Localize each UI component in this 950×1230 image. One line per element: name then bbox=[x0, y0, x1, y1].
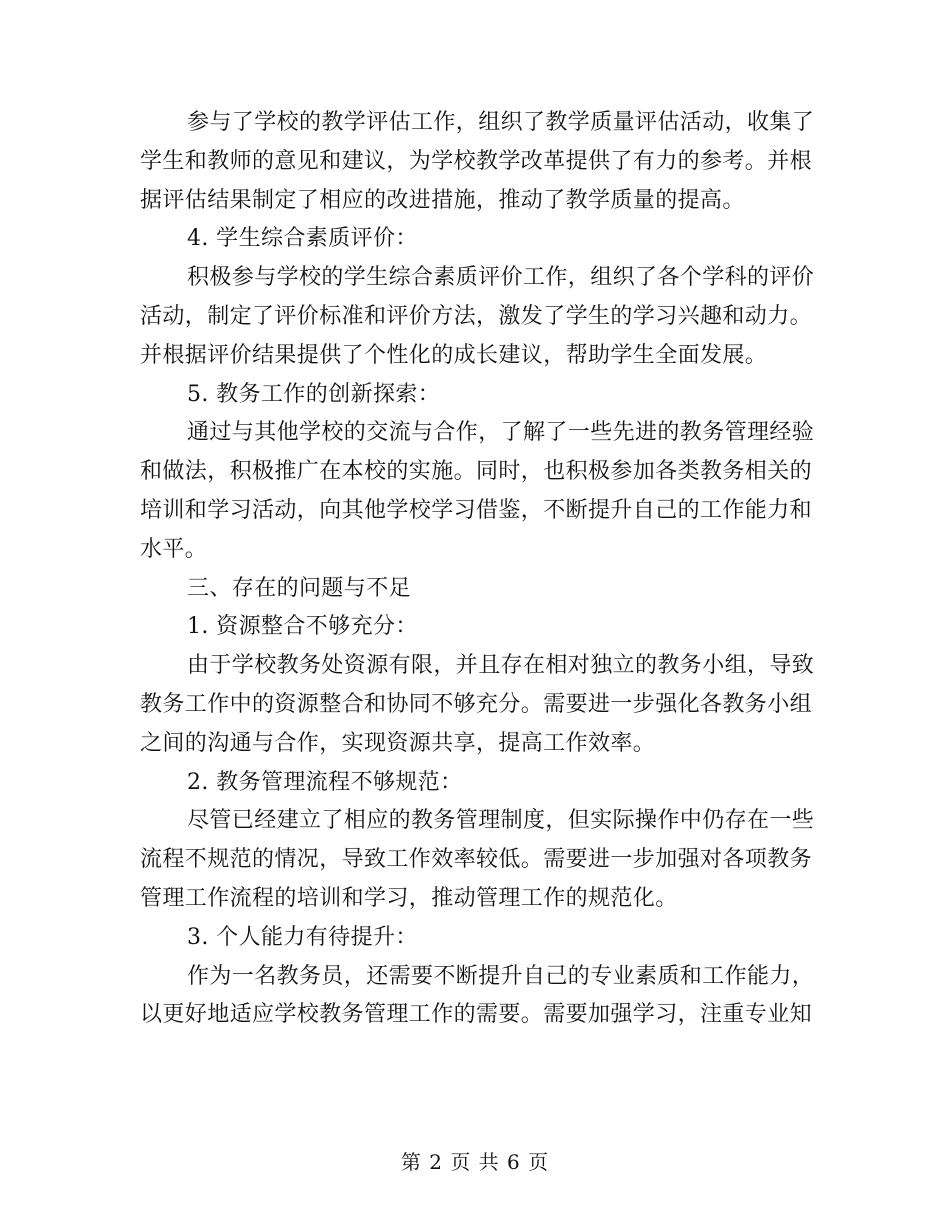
section-heading-4: 4. 学生综合素质评价： bbox=[187, 226, 418, 252]
text-line: 尽管已经建立了相应的教务管理制度，但实际操作中仍存在一些 bbox=[187, 808, 815, 834]
paragraph-teaching-evaluation bbox=[140, 104, 815, 220]
paragraph-student-evaluation bbox=[140, 259, 815, 375]
text-line: 积极参与学校的学生综合素质评价工作，组织了各个学科的评价 bbox=[187, 265, 815, 291]
text-line: 作为一名教务员，还需要不断提升自己的专业素质和工作能力， bbox=[187, 963, 815, 989]
section-heading-1: 1. 资源整合不够充分： bbox=[187, 614, 418, 640]
text-line: 水平。 bbox=[140, 536, 208, 562]
text-line: 以更好地适应学校教务管理工作的需要。需要加强学习，注重专业知 bbox=[140, 1002, 813, 1028]
text-line: 和做法，积极推广在本校的实施。同时，也积极参加各类教务相关的 bbox=[140, 459, 813, 485]
text-line: 参与了学校的教学评估工作，组织了教学质量评估活动，收集了 bbox=[187, 110, 815, 135]
text-line: 活动，制定了评价标准和评价方法，激发了学生的学习兴趣和动力。 bbox=[140, 303, 813, 329]
text-line: 据评估结果制定了相应的改进措施，推动了教学质量的提高。 bbox=[140, 187, 745, 213]
paragraph-process-standardization bbox=[140, 802, 815, 918]
page-number-footer: 第 2 页 共 6 页 bbox=[400, 1150, 550, 1174]
section-heading-2: 2. 教务管理流程不够规范： bbox=[187, 769, 463, 795]
section-heading-3: 3. 个人能力有待提升： bbox=[187, 924, 418, 950]
paragraph-personal-ability bbox=[140, 958, 815, 1036]
section-heading-problems: 三、存在的问题与不足 bbox=[187, 575, 412, 601]
text-line: 通过与其他学校的交流与合作，了解了一些先进的教务管理经验 bbox=[187, 420, 815, 446]
text-line: 由于学校教务处资源有限，并且存在相对独立的教务小组，导致 bbox=[187, 653, 815, 679]
document-body bbox=[140, 104, 815, 1035]
text-line: 培训和学习活动，向其他学校学习借鉴，不断提升自己的工作能力和 bbox=[140, 497, 813, 523]
text-line: 教务工作中的资源整合和协同不够充分。需要进一步强化各教务小组 bbox=[140, 691, 813, 717]
section-heading-5: 5. 教务工作的创新探索： bbox=[187, 381, 441, 407]
paragraph-innovation bbox=[140, 414, 815, 569]
text-line: 之间的沟通与合作，实现资源共享，提高工作效率。 bbox=[140, 730, 656, 756]
text-line: 流程不规范的情况，导致工作效率较低。需要进一步加强对各项教务 bbox=[140, 847, 813, 873]
text-line: 并根据评价结果提供了个性化的成长建议，帮助学生全面发展。 bbox=[140, 342, 768, 368]
paragraph-resource-integration bbox=[140, 647, 815, 763]
text-line: 管理工作流程的培训和学习，推动管理工作的规范化。 bbox=[140, 885, 678, 911]
text-line: 学生和教师的意见和建议，为学校教学改革提供了有力的参考。并根 bbox=[140, 148, 813, 174]
